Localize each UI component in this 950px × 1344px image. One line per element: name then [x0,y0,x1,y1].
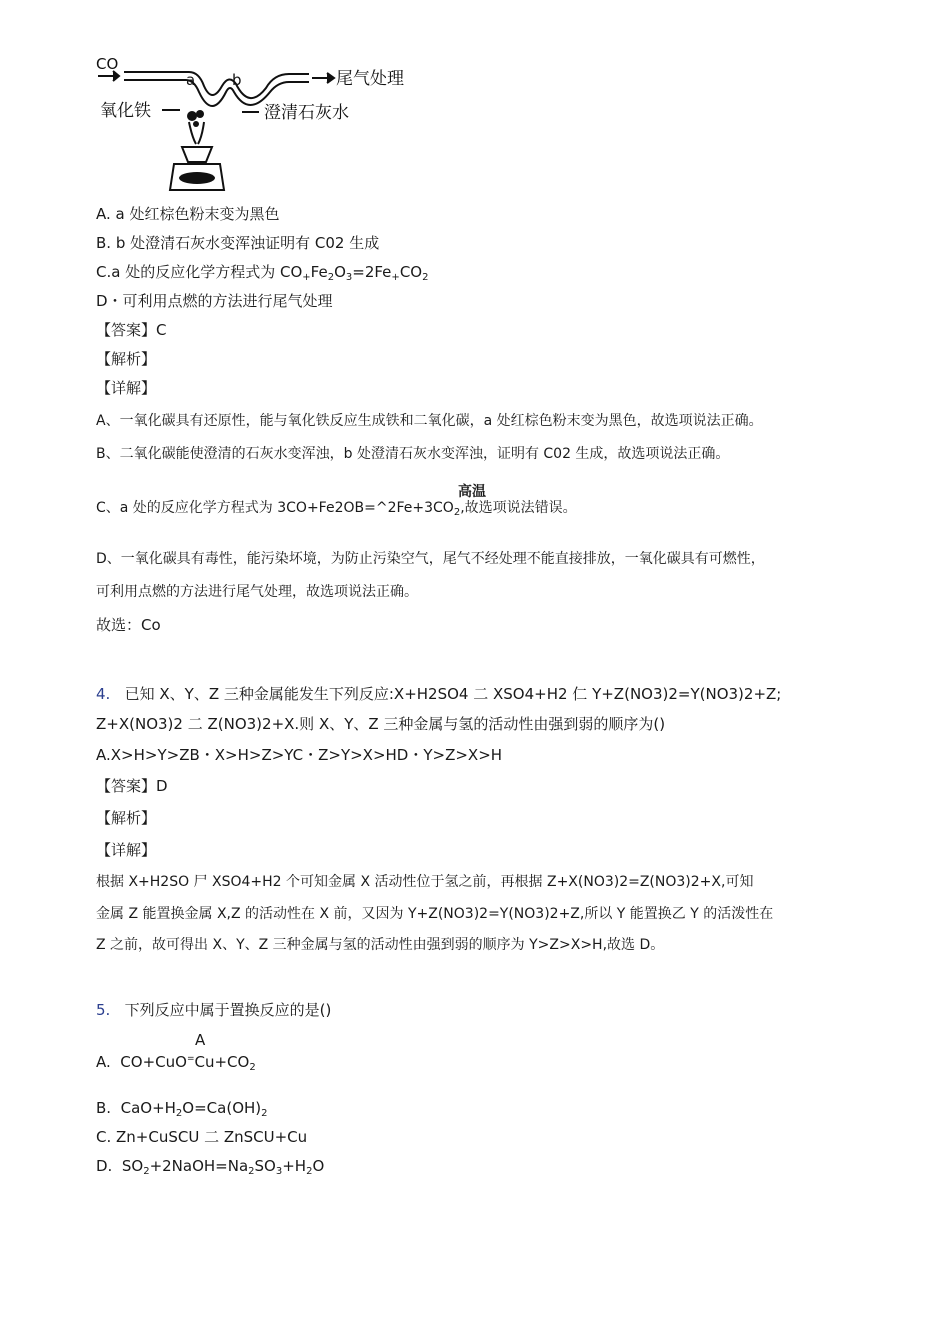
label-b: b [232,71,242,89]
q4-detail: 【详解】 [96,841,157,859]
q3-expl-c: C、a 处的反应化学方程式为 $3CO+Fe2OB=\^{}2Fe+3CO_2$,故选项说法错误。 [96,500,577,518]
q4-expl3: Z 之前，故可得出 X、Y、Z 三种金属与氢的活动性由强到弱的顺序为 Y>Z>X>H,故选 D。 [96,937,665,953]
q3-expl-d2: 可利用点燃的方法进行尾气处理，故选项说法正确。 [96,584,418,600]
q4-expl1: 根据 X+H2SO 尸 XSO4+H2 个可知金属 X 活动性位于氢之前，再根据 Z+X(NO3)2=Z(NO3)2+X,可知 [96,874,754,890]
q4-answer: 【答案】D [96,777,168,795]
q4-stem-line2: Z+X(NO3)2 二 Z(NO3)2+X.则 X、Y、Z 三种金属与氢的活动性由强到弱的顺序为() [96,715,666,733]
q3-expl-b: B、二氧化碳能使澄清的石灰水变浑浊，b 处澄清石灰水变浑浊，证明有 C02 生成，故选项说法正确。 [96,446,730,462]
q3-detail: 【详解】 [96,379,157,397]
iron-oxide-label: 氧化铁 [100,101,151,121]
q5-option-a: A. $CO+CuO^=Cu+CO_2$ [96,1053,256,1073]
q3-expl-a: A、一氧化碳具有还原性，能与氧化铁反应生成铁和二氧化碳，a 处红棕色粉末变为黑色，故选项说法正确。 [96,413,763,429]
q3-option-c [96,262,428,288]
q5-stem [96,1000,331,1020]
q5-stem-text: 下列反应中属于置换反应的是() [124,1001,332,1019]
q3-condition: 高温 [458,484,486,500]
q4-stem1: 已知 X、Y、Z 三种金属能发生下列反应:X+H2SO4 二 XSO4+H2 仁 Y+Z(NO3)2=Y(NO3)2+Z; [124,685,782,703]
q5-option-d: D. $SO_2+2NaOH=Na_2SO_3+H_2O$ [96,1157,325,1177]
q3-option-c-prefix: C.a 处的反应化学方程式为 [96,263,280,281]
q4-options: A.X>H>Y>ZB・X>H>Z>YC・Z>Y>X>HD・Y>Z>X>H [96,746,503,764]
q3-answer: 【答案】C [96,321,167,339]
q5-option-b: B. $CaO+H_2O=Ca(OH)_2$ [96,1099,268,1119]
q3-expl-d1: D、一氧化碳具有毒性，能污染坏境，为防止污染空气，尾气不经处理不能直接排放，一氧化碳具有可燃性， [96,551,765,567]
q3-choice: 故选：Co [96,616,161,634]
q5-number: 5. [96,1001,111,1019]
q5-option-c: C. Zn+CuSCU 二 ZnSCU+Cu [96,1128,308,1146]
q3-option-c-equation: $CO_+Fe_2O_3=2Fe_+CO_2$ [279,263,429,283]
q3-analysis: 【解析】 [96,350,157,368]
q3-expl-c-prefix: C、a 处的反应化学方程式为 3CO+Fe2OB=^2Fe+3CO [96,500,454,516]
q3-option-d: D・可利用点燃的方法进行尾气处理 [96,292,333,310]
q3-option-a: A. a 处红棕色粉末变为黑色 [96,205,280,223]
q4-number: 4. [96,685,111,703]
limewater-label: 澄清石灰水 [264,103,349,123]
q4-stem-line1 [96,684,781,704]
q5-condition: A [195,1031,206,1049]
co-label: CO [96,55,119,73]
q4-analysis: 【解析】 [96,809,157,827]
q4-expl2: 金属 Z 能置换金属 X,Z 的活动性在 X 前，又因为 Y+Z(NO3)2=Y(NO3)2+Z,所以 Y 能置换乙 Y 的活泼性在 [96,906,774,922]
q3-option-b: B. b 处澄清石灰水变浑浊证明有 C02 生成 [96,234,380,252]
exhaust-label: 尾气处理 [336,69,404,89]
q3-expl-c-suffix: ,故选项说法错误。 [460,500,577,516]
label-a: a [186,71,196,89]
apparatus-diagram [94,52,424,197]
